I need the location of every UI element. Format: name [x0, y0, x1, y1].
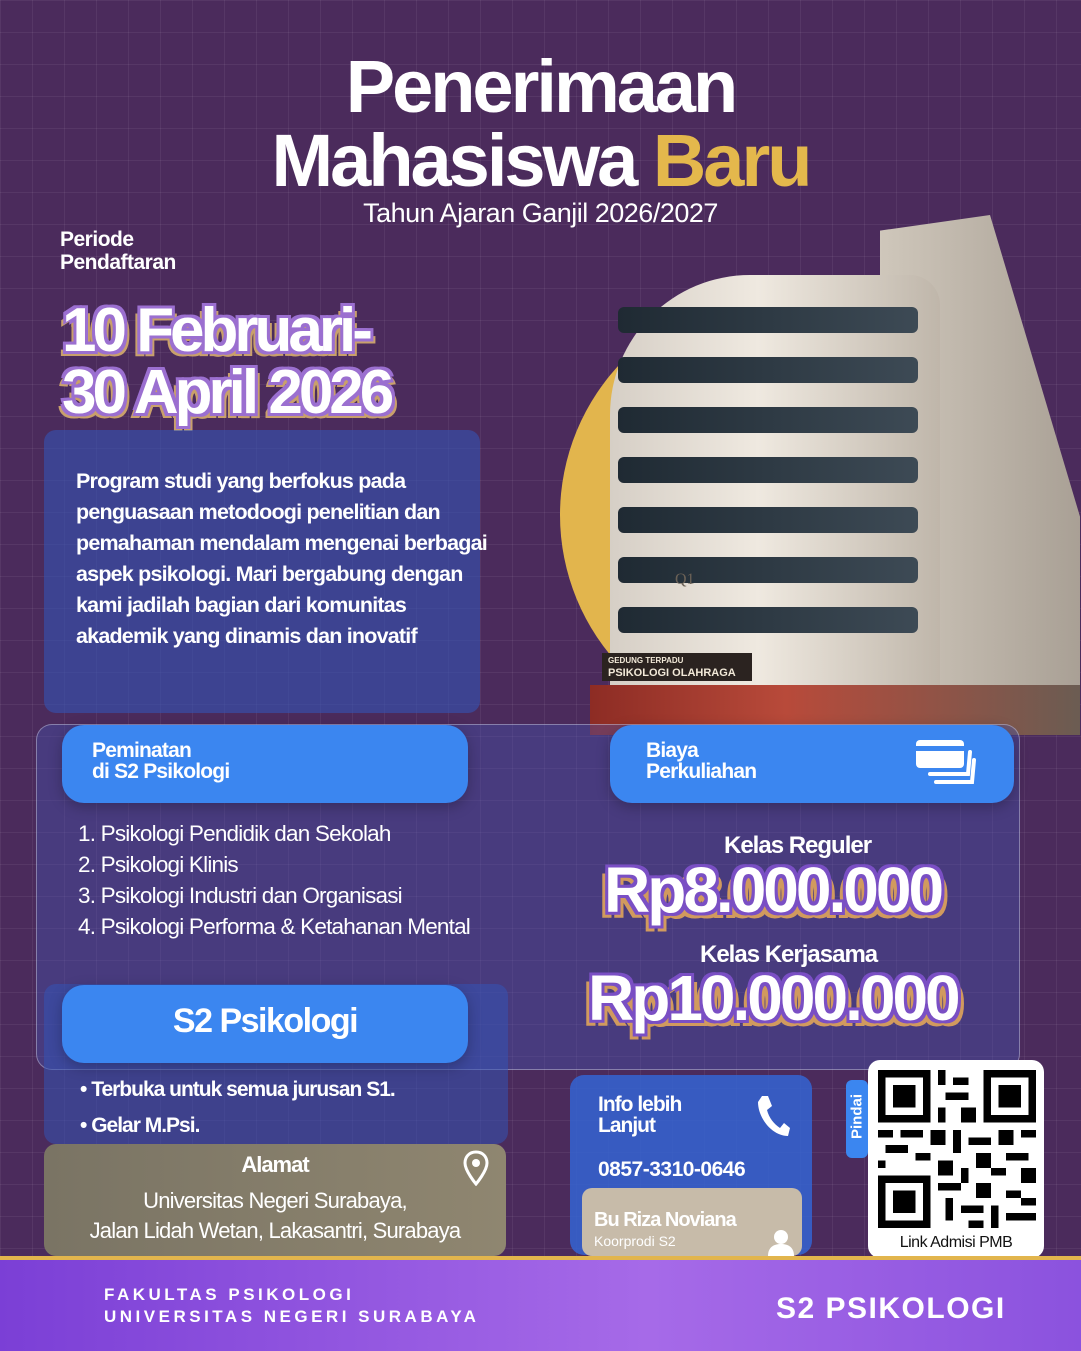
list-item: 3. Psikologi Industri dan Organisasi — [78, 883, 402, 908]
periode-date-end: 30 April 2026 — [62, 358, 391, 427]
title-word-mahasiswa: Mahasiswa — [271, 119, 636, 202]
address-text — [44, 1186, 506, 1246]
address-line1: Universitas Negeri Surabaya, — [143, 1188, 407, 1213]
building-sign — [602, 653, 752, 681]
title-word-baru: Baru — [652, 119, 810, 202]
kelas-kerjasama-price: Rp10.000.000 — [588, 962, 958, 1034]
footer-faculty: FAKULTAS PSIKOLOGI — [104, 1285, 355, 1304]
contact-title-line2: Lanjut — [598, 1114, 655, 1137]
peminatan-list — [78, 818, 498, 942]
phone-number[interactable]: 0857-3310-0646 — [598, 1158, 746, 1181]
kelas-reguler-price: Rp8.000.000 — [604, 854, 942, 926]
list-item: 1. Psikologi Pendidik dan Sekolah — [78, 821, 391, 846]
map-pin-icon — [462, 1150, 490, 1186]
description-text: Program studi yang berfokus pada penguasaan metodoogi penelitian dan pemahaman mendalam mengenai berbagai aspek psikologi. Mari bergabung dengan kami jadilah bagian dari komunitas akademik yang dinamis dan inovatif — [76, 469, 487, 648]
address-line2: Jalan Lidah Wetan, Lakasantri, Surabaya — [89, 1218, 461, 1243]
building-sign-line2: PSIKOLOGI OLAHRAGA — [608, 667, 736, 679]
list-item: • Terbuka untuk semua jurusan S1. — [80, 1072, 395, 1108]
building-window — [618, 407, 918, 433]
qr-code[interactable] — [878, 1070, 1036, 1228]
subtitle: Tahun Ajaran Ganjil 2026/2027 — [363, 198, 718, 228]
building-window — [618, 507, 918, 533]
list-item: 2. Psikologi Klinis — [78, 852, 238, 877]
address-title: Alamat — [241, 1152, 309, 1177]
contact-name: Bu Riza Noviana — [594, 1209, 736, 1231]
kelas-kerjasama-label: Kelas Kerjasama — [700, 941, 878, 968]
periode-label-line2: Pendaftaran — [60, 251, 176, 274]
s2-title: S2 Psikologi — [172, 1002, 358, 1040]
contact-title — [598, 1094, 681, 1136]
periode-date-start: 10 Februari- — [62, 296, 369, 365]
scan-label-tab — [846, 1080, 868, 1158]
building-window — [618, 457, 918, 483]
footer-university: UNIVERSITAS NEGERI SURABAYA — [104, 1307, 480, 1326]
title-line-1: Penerimaan — [345, 45, 736, 128]
peminatan-header-line2: di S2 Psikologi — [92, 760, 230, 783]
biaya-header-line1: Biaya — [646, 739, 699, 762]
biaya-header-line2: Perkuliahan — [646, 760, 757, 783]
phone-icon — [754, 1092, 790, 1140]
building-window — [618, 307, 918, 333]
building-label: Q1 — [675, 571, 695, 588]
biaya-header — [646, 740, 756, 782]
contact-title-line1: Info lebih — [598, 1093, 682, 1116]
building-window — [618, 357, 918, 383]
building-sign-line1: GEDUNG TERPADU — [608, 656, 684, 665]
building-window — [618, 607, 918, 633]
list-item: 4. Psikologi Performa & Ketahanan Mental — [78, 914, 470, 939]
periode-label-line1: Periode — [60, 228, 134, 251]
s2-bullets — [80, 1072, 395, 1144]
contact-role: Koorprodi S2 — [594, 1233, 676, 1249]
footer-program: S2 PSIKOLOGI — [776, 1292, 1006, 1325]
credit-cards-icon — [912, 738, 976, 786]
scan-label: Pindai — [848, 1094, 866, 1140]
user-icon — [766, 1228, 796, 1256]
qr-caption: Link Admisi PMB — [899, 1234, 1013, 1251]
kelas-reguler-label: Kelas Reguler — [724, 832, 872, 859]
building-photo — [590, 215, 1080, 735]
periode-label — [60, 228, 176, 274]
title-line-2 — [0, 119, 1081, 202]
peminatan-header — [92, 740, 229, 782]
building-window — [618, 557, 918, 583]
list-item: • Gelar M.Psi. — [80, 1108, 395, 1144]
peminatan-header-line1: Peminatan — [92, 739, 191, 762]
